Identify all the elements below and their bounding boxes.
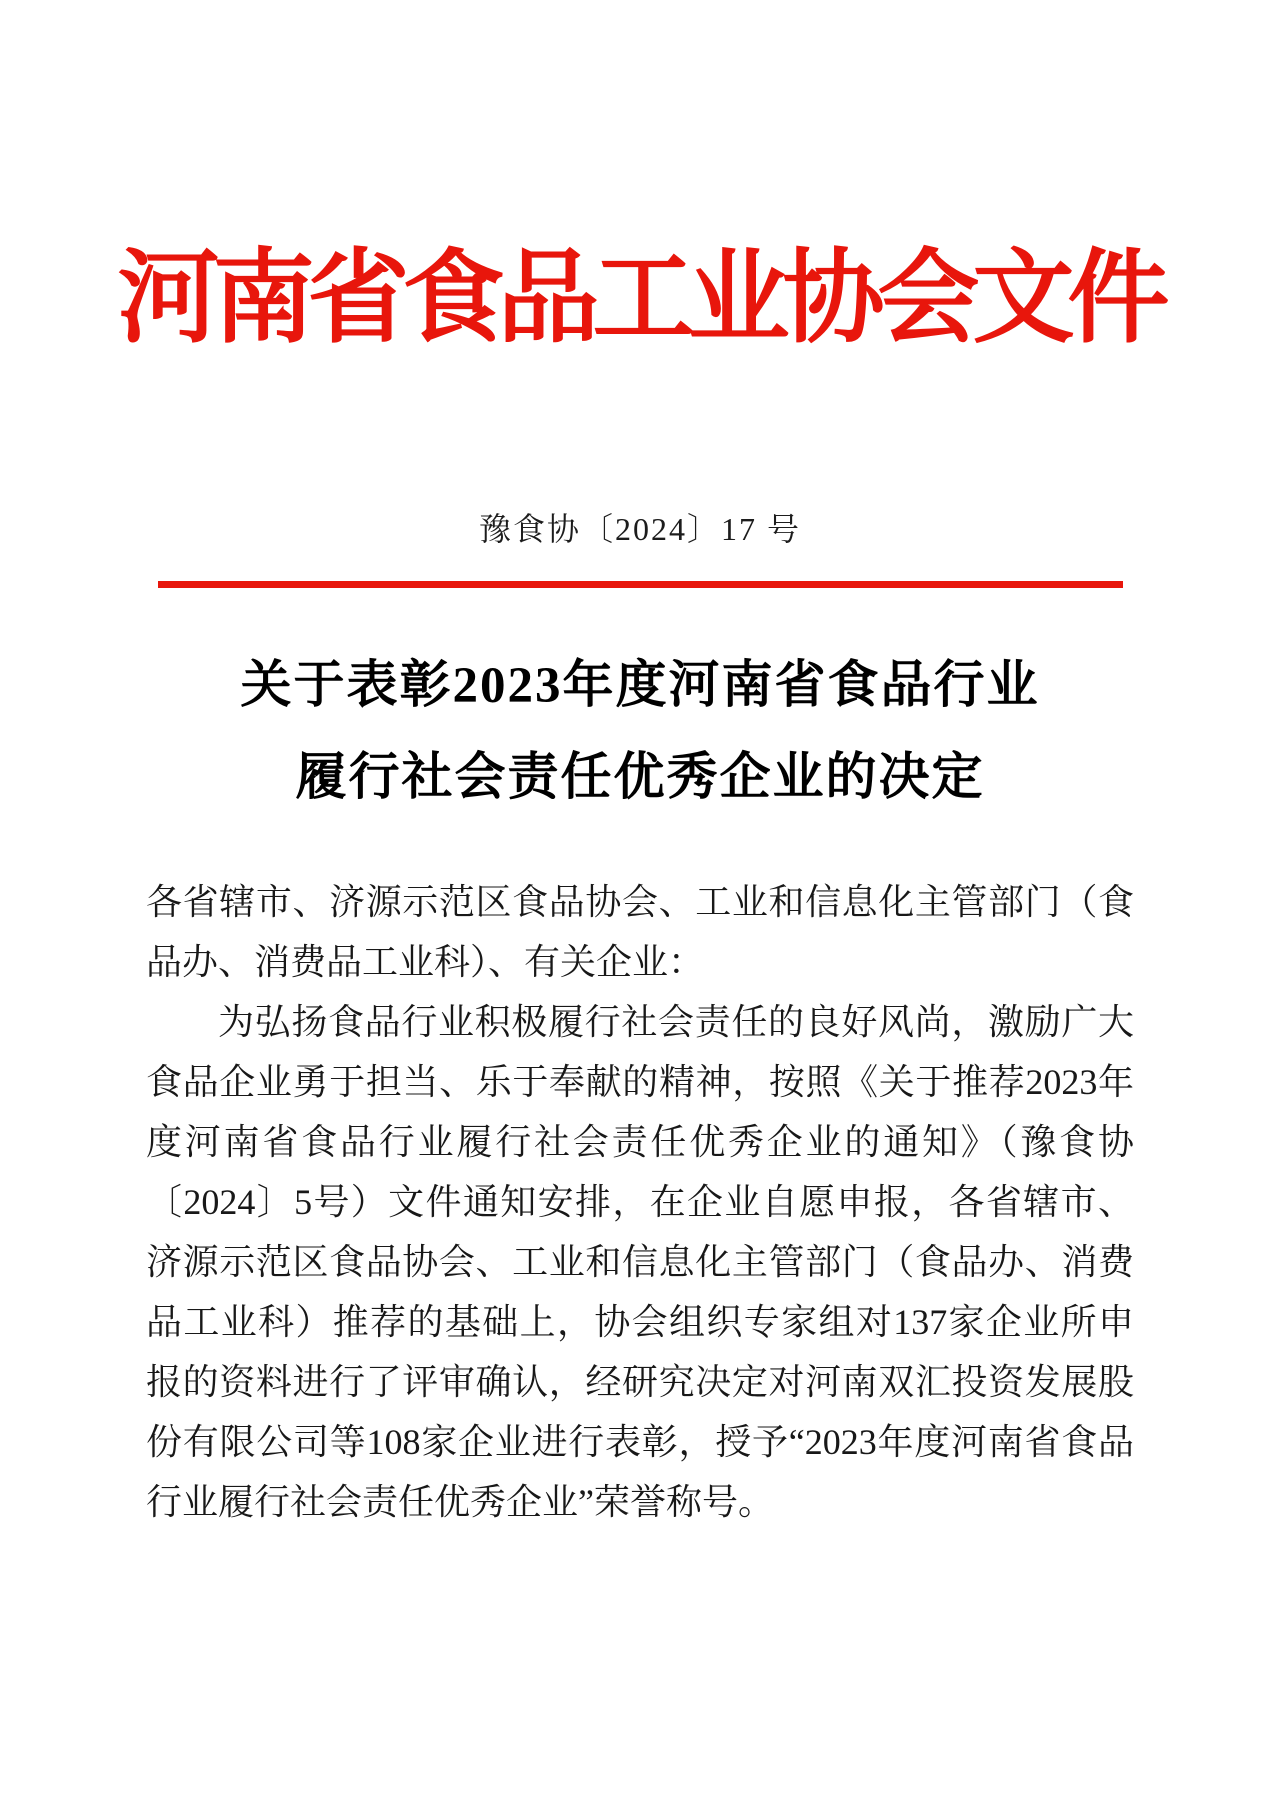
document-title-line2: 履行社会责任优秀企业的决定: [295, 750, 985, 806]
salutation-paragraph: 各省辖市、济源示范区食品协会、工业和信息化主管部门（食品办、消费品工业科）、有关企业：: [146, 882, 1134, 982]
red-divider-line: [158, 581, 1123, 588]
document-title: [0, 640, 1280, 824]
document-number: 豫食协〔2024〕17 号: [478, 511, 801, 547]
masthead-title: 河南省食品工业协会文件: [117, 243, 1163, 356]
document-body: [146, 872, 1134, 1532]
document-title-line1: 关于表彰2023年度河南省食品行业: [240, 658, 1040, 714]
main-paragraph: 为弘扬食品行业积极履行社会责任的良好风尚，激励广大食品企业勇于担当、乐于奉献的精神，按照《关于推荐2023年度河南省食品行业履行社会责任优秀企业的通知》（豫食协〔2024〕5号）文件通知安排，在企业自愿申报，各省辖市、济源示范区食品协会、工业和信息化主管部门（食品办、消费品工业科）推荐的基础上，协会组织专家组对137家企业所申报的资料进行了评审确认，经研究决定对河南双汇投资发展股份有限公司等108家企业进行表彰，授予“2023年度河南省食品行业履行社会责任优秀企业”荣誉称号。: [146, 1002, 1134, 1522]
